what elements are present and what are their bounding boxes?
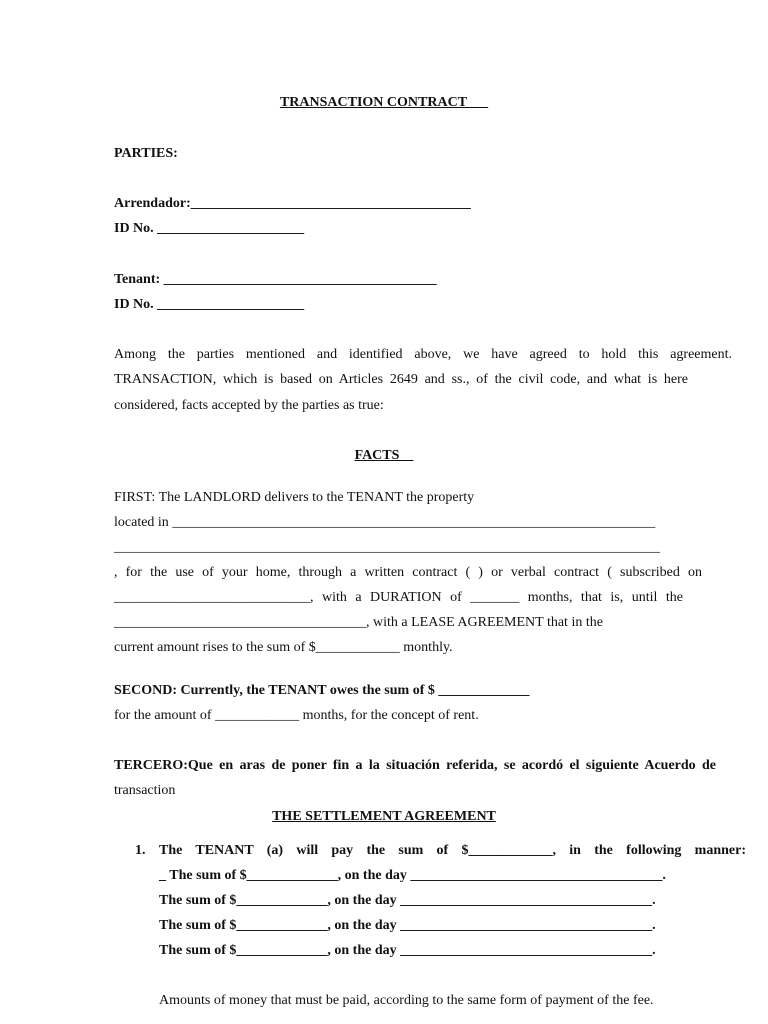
payment-line-1: _ The sum of $_____________, on the day ____________________________________. — [159, 868, 666, 883]
facts-heading: FACTS__ — [354, 448, 414, 463]
first-line-2: located in _____________________________________________________________________ — [114, 515, 656, 530]
landlord-label: Arrendador: — [114, 196, 191, 211]
landlord-blank: ________________________________________ — [190, 196, 471, 211]
first-line-4: , for the use of your home, through a written contract ( ) or verbal contract ( subscribed on — [114, 565, 702, 580]
tenant-blank: _______________________________________ — [163, 272, 437, 287]
second-line-1: SECOND: Currently, the TENANT owes the sum of $ _____________ — [114, 683, 530, 698]
settlement-heading: THE SETTLEMENT AGREEMENT — [272, 809, 496, 824]
tenant-label: Tenant: — [114, 272, 161, 287]
landlord-id-label: ID No. — [114, 221, 154, 236]
intro-line-3: considered, facts accepted by the parties as true: — [114, 398, 384, 413]
payment-line-2: The sum of $_____________, on the day ____________________________________. — [159, 893, 656, 908]
parties-heading: PARTIES: — [114, 146, 178, 161]
first-line-5: ____________________________, with a DURATION of _______ months, that is, until the — [114, 590, 683, 605]
amounts-note: Amounts of money that must be paid, according to the same form of payment of the fee. — [159, 993, 654, 1008]
tenant-line — [114, 271, 437, 289]
third-line-2: transaction — [114, 783, 176, 798]
second-line-2: for the amount of ____________ months, for the concept of rent. — [114, 708, 479, 723]
intro-line-2: TRANSACTION, which is based on Articles 2649 and ss., of the civil code, and what is here — [114, 372, 688, 387]
tenant-id-label: ID No. — [114, 297, 154, 312]
tenant-id-line — [114, 296, 304, 314]
payment-line-4: The sum of $_____________, on the day ____________________________________. — [159, 943, 656, 958]
landlord-id-line — [114, 220, 304, 238]
first-line-3: ______________________________________________________________________________ — [114, 540, 660, 555]
third-line-1: TERCERO:Que en aras de poner fin a la situación referida, se acordó el siguiente Acuerdo de — [114, 758, 716, 773]
document-title: TRANSACTION CONTRACT___ — [279, 95, 489, 110]
first-line-7: current amount rises to the sum of $____________ monthly. — [114, 640, 453, 655]
intro-line-1: Among the parties mentioned and identified above, we have agreed to hold this agreement. — [114, 347, 732, 362]
tenant-id-blank: _____________________ — [157, 297, 305, 312]
item-1-line-1: The TENANT (a) will pay the sum of $____________, in the following manner: — [159, 843, 746, 858]
landlord-line — [114, 195, 471, 213]
first-line-1: FIRST: The LANDLORD delivers to the TENANT the property — [114, 490, 475, 505]
first-line-6: ____________________________________, with a LEASE AGREEMENT that in the — [114, 615, 603, 630]
item-1-number: 1. — [135, 843, 146, 858]
landlord-id-blank: _____________________ — [157, 221, 305, 236]
payment-line-3: The sum of $_____________, on the day ____________________________________. — [159, 918, 656, 933]
